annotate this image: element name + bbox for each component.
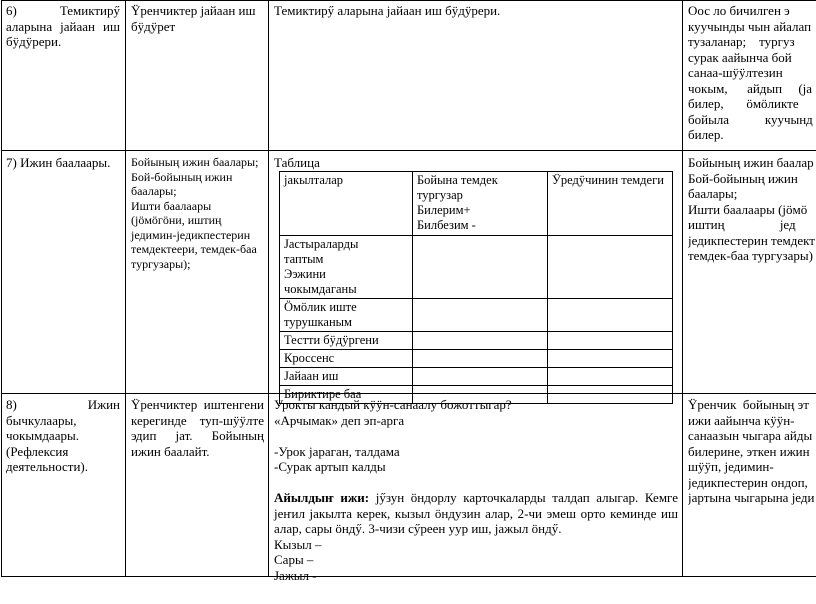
color-green: Jажыл - — [274, 567, 317, 583]
inner-self-mark-cell — [413, 236, 548, 299]
inner-teacher-mark-cell — [548, 299, 673, 332]
row7-table-title: Таблица — [274, 155, 320, 170]
col-divider-3 — [682, 0, 683, 577]
color-yellow: Сары – — [274, 552, 314, 567]
blank-line — [274, 428, 678, 444]
reflection-question: Урокты кандый кÿÿн-санаалу божоттыгар? — [274, 397, 512, 412]
reflection-option-liked: -Урок jараган, талдама — [274, 443, 400, 459]
inner-self-mark-cell — [413, 332, 548, 350]
row7-student-activity: Бойының ижин баалары; Бой-бойының ижин баалары; Ишти баалаары (jӧмӧгӧни, иштиң jедимин-jедикпестерин темдектеери, темдек-баа тургузары); — [131, 155, 259, 271]
row8-content — [274, 397, 678, 583]
row8-results: Ÿренчик бойының эт ижи аайынча кÿÿн- санаазын чыгара айды билерине, эткен ижин шÿÿп, jедимин- jедикпестерин ондоп, jартына чыгарына jеди — [688, 397, 815, 505]
inner-self-mark-cell — [413, 368, 548, 386]
inner-teacher-mark-cell — [548, 368, 673, 386]
inner-self-mark-cell — [413, 299, 548, 332]
col-border-left — [1, 0, 2, 577]
col-divider-2 — [268, 0, 269, 577]
inner-table-row — [280, 332, 673, 350]
inner-table-header-row — [280, 172, 673, 236]
inner-task-label: Кроссенс — [280, 350, 413, 368]
inner-table-row — [280, 350, 673, 368]
row8-student-activity: Ÿренчиктер иштенгени керегинде туп-шÿÿлте эдип jат. Бойының ижин баалайт. — [131, 397, 264, 459]
inner-teacher-mark-cell — [548, 332, 673, 350]
row6-content: Темиктирӳ алaрына jайаан иш бÿдÿрери. — [274, 3, 501, 18]
row-divider-1 — [1, 150, 816, 151]
inner-task-label: Jастыраларды таптым Ээжини чокымдаганы — [280, 236, 413, 299]
inner-table-row — [280, 299, 673, 332]
row6-student-activity: Ÿренчиктер jайаан иш бÿдÿрет — [131, 3, 256, 34]
row7-stage: 7) Ижин баалаары. — [6, 155, 111, 170]
inner-header-tasks: jакылталар — [280, 172, 413, 236]
inner-table-row — [280, 236, 673, 299]
row6-results: Оос ло бичилген э куучынды чын айалап тузаланар; тургуз сурак аайынча бой санаа-шÿÿлтезин чокым, айдып (ja билер, ӧмӧликте бойыла куучынд билер. — [688, 3, 813, 142]
inner-header-teacher-mark: Ӱредӱчинин темдеги — [548, 172, 673, 236]
row7-results: Бойының ижин баалар Бой-бойының ижин баалары; Ишти баалаары (jӧмӧ иштиң jед jедикпестерин темдект темдек-баа тургузары) — [688, 155, 815, 263]
reflection-method: «Арчымак» деп эп-арга — [274, 412, 405, 428]
homework-label: Айылдыҥ ижи: — [274, 490, 370, 505]
homework-paragraph — [274, 490, 678, 537]
table-border-top — [1, 0, 816, 1]
self-assessment-table — [279, 171, 673, 404]
homework-text: jӳзун ӧндорлу карточкаларды талдап алыгар. Кемге jеҥил jакылта керек, кызыл ӧндузин алар, 2-чи эмеш орто кеминде иш алар, сары ӧндӳ. 3-чизи сӳреен уур иш, jажыл ӧндӳ. — [274, 490, 678, 536]
inner-task-label: Тестти бÿдÿргени — [280, 332, 413, 350]
inner-teacher-mark-cell — [548, 350, 673, 368]
row6-stage: 6) Темиктирӳ алaрына jайаан иш бÿдÿрери. — [6, 3, 120, 49]
inner-header-self-mark: Бойына темдек тургузар Билерим+ Билбезим - — [413, 172, 548, 236]
inner-self-mark-cell — [413, 350, 548, 368]
inner-task-label: Бириктире баа — [280, 386, 413, 404]
inner-teacher-mark-cell — [548, 236, 673, 299]
inner-table-row — [280, 368, 673, 386]
inner-task-label: Ӧмӧлик иште турушканым — [280, 299, 413, 332]
inner-task-label: Jайаан иш — [280, 368, 413, 386]
blank-line — [274, 475, 678, 491]
reflection-option-question: -Сурак артып калды — [274, 459, 386, 474]
row8-stage: 8) Ижин бычкулаары, чокымдаары. (Рефлексия деятельности). — [6, 397, 120, 474]
col-divider-1 — [125, 0, 126, 577]
color-red: Кызыл – — [274, 536, 322, 552]
